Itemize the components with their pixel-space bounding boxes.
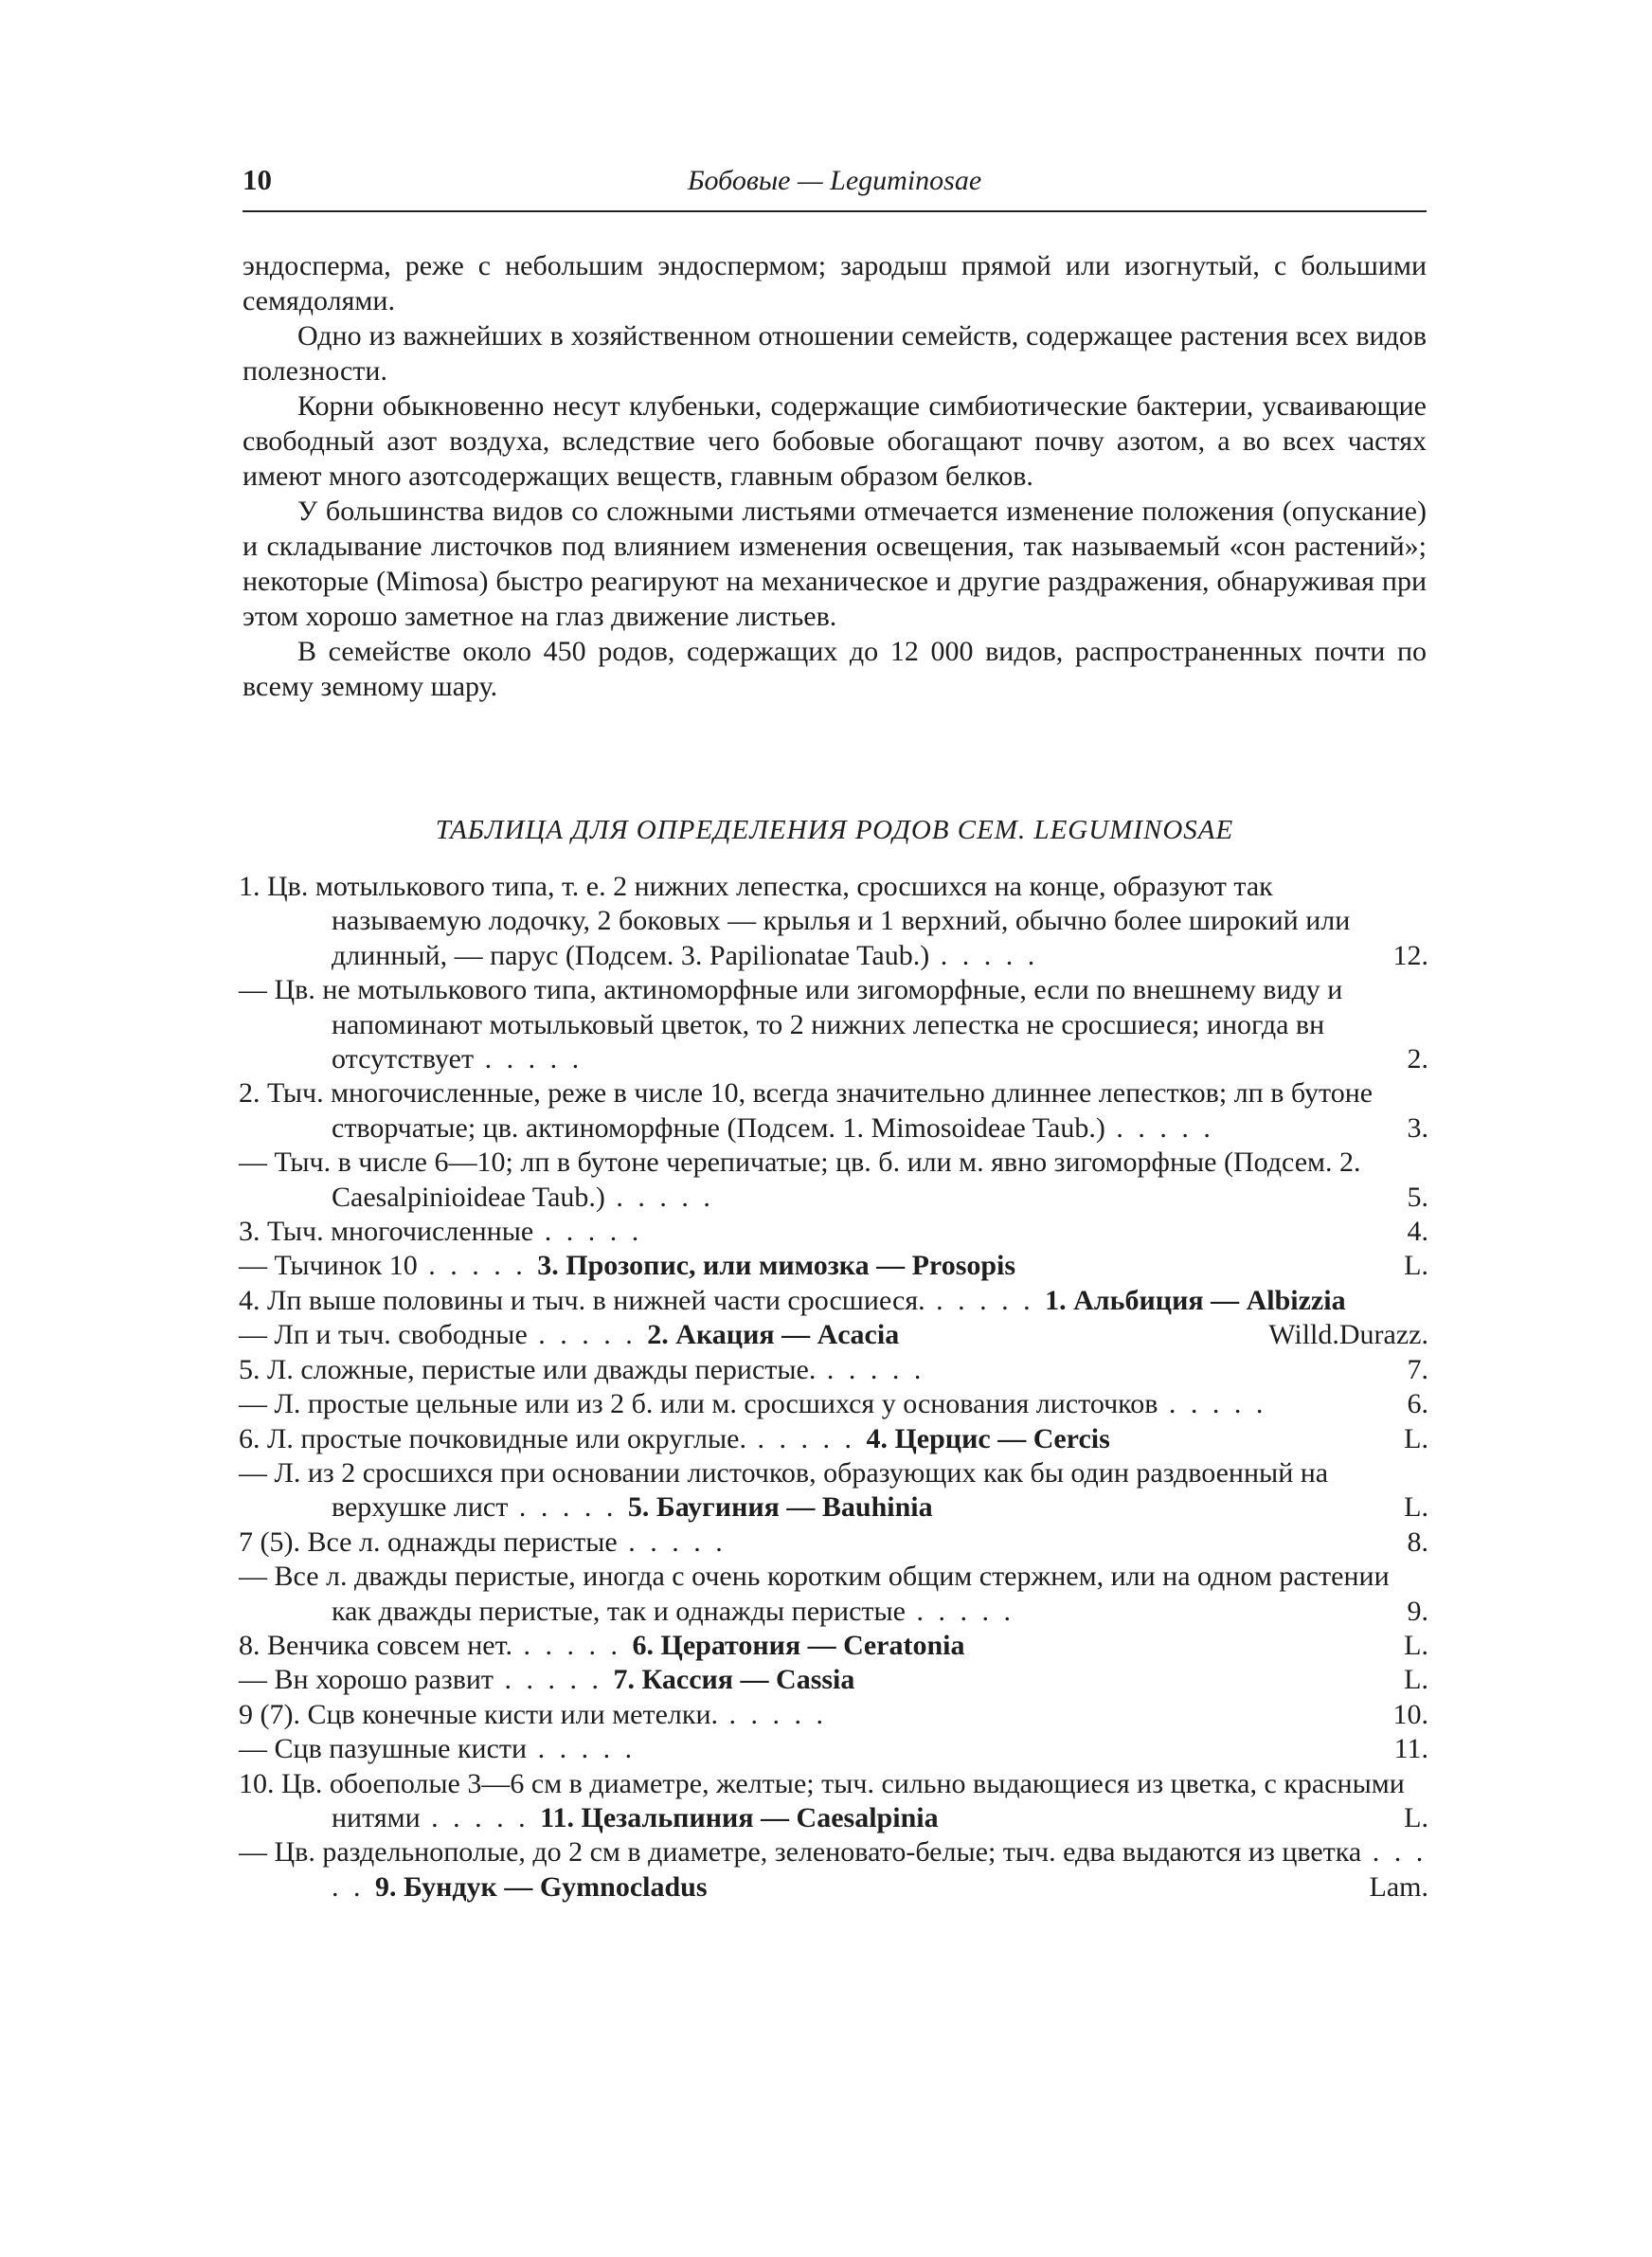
key-entry — [239, 973, 1428, 1076]
leader-dots: . . . . . — [512, 1629, 633, 1661]
key-entry-number: 6. — [239, 1422, 260, 1454]
key-entry-genus: 3. Прозопис, или мимозка — Prosopis — [537, 1250, 1016, 1282]
key-entry — [239, 1215, 1428, 1249]
key-entry — [239, 1767, 1428, 1836]
key-entry-ref: L. — [1404, 1491, 1428, 1524]
key-entry-text: Тыч. многочисленные, реже в числе 10, всегда значительно длиннее лепестков; лп в бутоне створчатые; цв. актиноморфные (Подсем. 1. Mimosoideae Taub.) — [267, 1077, 1374, 1144]
leader-dots: . . . . . — [816, 1353, 925, 1385]
key-entry-text: Сцв пазушные кисти — [274, 1733, 528, 1765]
key-entry-genus: 7. Кассия — Cassia — [613, 1664, 855, 1696]
key-entry-number: — — [239, 1456, 267, 1489]
body-text — [242, 248, 1427, 704]
key-entry — [239, 1422, 1428, 1456]
key-entry-text: Л. сложные, перистые или дважды перистые. — [267, 1353, 817, 1385]
key-entry-ref: 11. — [1393, 1733, 1428, 1765]
key-entry-number: — — [239, 1388, 267, 1420]
key-entry-genus: 1. Альбиция — Albizzia — [1045, 1284, 1346, 1316]
key-entry — [239, 870, 1428, 973]
key-entry-number: 3. — [239, 1216, 260, 1248]
key-entry-ref: 10. — [1392, 1698, 1428, 1730]
paragraph: У большинства видов со сложными листьями отмечается изменение положения (опускание) и складывание листочков под влиянием изменения освещения, так называемый «сон растений»; некоторые (Mimosa) быстро реагируют на механическое и другие раздражения, обнаруживая при этом хорошо заметное на глаз движение листьев. — [242, 496, 1427, 632]
leader-dots: . . . . . — [1158, 1388, 1267, 1420]
key-entry — [239, 1456, 1428, 1526]
key-entry — [239, 1835, 1428, 1905]
key-entry-text: Цв. обоеполые 3—6 см в диаметре, желтые; тыч. сильно выдающиеся из цветка, с красными нитями — [281, 1767, 1405, 1833]
leader-dots: . . . . . — [420, 1801, 541, 1833]
key-entry-number: — — [239, 1733, 267, 1765]
running-title: Бобовые — Leguminosae — [687, 165, 982, 196]
key-entry — [239, 1732, 1428, 1766]
key-entry-number: 1. — [239, 871, 260, 902]
leader-dots: . . . . . — [533, 1216, 643, 1248]
key-entry-text: Венчика совсем нет. — [267, 1629, 512, 1661]
paragraph: эндосперма, реже с небольшим эндоспермом; зародыш прямой или изогнутый, с большими семядолями. — [242, 250, 1427, 316]
key-entry-number: — — [239, 974, 267, 1006]
key-entry-ref: 3. — [1407, 1111, 1428, 1144]
key-entry-ref: 6. — [1407, 1388, 1428, 1420]
key-entry-ref: L. — [1404, 1664, 1428, 1696]
key-entry-number: 7 (5). — [239, 1526, 300, 1558]
key-entry-number: — — [239, 1836, 267, 1869]
key-entry-ref: L. — [1404, 1801, 1428, 1833]
key-entry-ref: 4. — [1407, 1216, 1428, 1248]
key-entry-number: 4. — [239, 1284, 260, 1316]
key-entry-text: Все л. однажды перистые — [307, 1526, 618, 1558]
key-entry-number: — — [239, 1250, 267, 1282]
paragraph: Корни обыкновенно несут клубеньки, содержащие симбиотические бактерии, усваивающие свободный азот воздуха, вследствие чего бобовые обогащают почву азотом, а во всех частях имеют много азотсодержащих веществ, главным образом белков. — [242, 390, 1427, 492]
leader-dots: . . . . . — [508, 1491, 628, 1524]
table-title: ТАБЛИЦА ДЛЯ ОПРЕДЕЛЕНИЯ РОДОВ СЕМ. LEGUMINOSAE — [435, 815, 1234, 845]
leader-dots: . . . . . — [925, 1284, 1046, 1316]
key-entry-number: 8. — [239, 1629, 260, 1661]
key-entry-ref: L. — [1404, 1629, 1428, 1661]
key-entry-number: — — [239, 1561, 267, 1593]
key-entry-ref: Lam. — [1369, 1870, 1428, 1903]
paragraph: В семействе около 450 родов, содержащих до 12 000 видов, распространенных почти по всему земному шару. — [242, 636, 1427, 702]
identification-key — [239, 870, 1428, 1905]
key-entry-ref: L. — [1404, 1250, 1428, 1282]
key-entry-ref: L. — [1404, 1422, 1428, 1454]
key-entry-text: Лп и тыч. свободные — [274, 1319, 528, 1351]
key-entry-ref: 12. — [1392, 939, 1428, 971]
key-entry-number: 9 (7). — [239, 1698, 300, 1730]
key-entry-ref: Durazz. — [1338, 1319, 1428, 1351]
key-entry — [239, 1629, 1428, 1663]
key-entry-text: Тычинок 10 — [274, 1250, 418, 1282]
leader-dots: . . . . . — [604, 1181, 714, 1213]
key-entry-number: 10. — [239, 1767, 275, 1799]
page-header — [242, 163, 1427, 207]
header-rule — [242, 210, 1427, 212]
key-entry — [239, 1146, 1428, 1215]
key-entry-ref: 7. — [1407, 1353, 1428, 1385]
key-entry-number: — — [239, 1664, 267, 1696]
key-entry — [239, 1249, 1428, 1283]
key-entry — [239, 1663, 1428, 1697]
key-entry-genus: 9. Бундук — Gymnocladus — [375, 1870, 708, 1903]
paragraph: Одно из важнейших в хозяйственном отношении семейств, содержащее растения всех видов полезности. — [242, 320, 1427, 387]
key-entry-text: Л. из 2 сросшихся при основании листочков, образующих как бы один раздвоенный на верхушке лист — [274, 1456, 1329, 1524]
leader-dots: . . . . . — [1104, 1111, 1214, 1144]
key-entry-ref: 2. — [1407, 1043, 1428, 1075]
leader-dots: . . . . . — [718, 1698, 828, 1730]
key-entry-text: Цв. мотылькового типа, т. е. 2 нижних лепестка, сросшихся на конце, образуют так называемую лодочку, 2 боковых — крылья и 1 верхний, обычно более широкий или длинный, — парус (Подсем. 3. Papilionatae Taub.) — [267, 871, 1351, 971]
key-entry — [239, 1318, 1428, 1352]
page-number: 10 — [242, 163, 272, 196]
key-entry-genus: 4. Церцис — Cercis — [866, 1422, 1110, 1454]
key-entry-genus: 2. Акация — Acacia — [647, 1319, 900, 1351]
key-entry — [239, 1526, 1428, 1560]
leader-dots: . . . . . — [617, 1526, 727, 1558]
key-entry-genus: 6. Цератония — Ceratonia — [632, 1629, 965, 1661]
key-entry-text: Л. простые цельные или из 2 б. или м. сросшихся у основания листочков — [274, 1388, 1158, 1420]
key-entry-ref: 8. — [1407, 1526, 1428, 1558]
key-entry-number: — — [239, 1147, 267, 1179]
key-entry-number: 2. — [239, 1077, 260, 1110]
key-entry-ref: Willd. — [1268, 1319, 1339, 1351]
key-entry-ref: 5. — [1407, 1181, 1428, 1213]
key-entry-text: Вн хорошо развит — [274, 1664, 494, 1696]
key-entry-text: Л. простые почковидные или округлые. — [267, 1422, 746, 1454]
key-entry-text: Цв. раздельнополые, до 2 см в диаметре, зеленовато-белые; тыч. едва выдаются из цветка — [274, 1836, 1362, 1869]
key-entry — [239, 1353, 1428, 1387]
key-entry-number: 5. — [239, 1353, 260, 1385]
key-entry — [239, 1076, 1428, 1146]
key-entry-number: — — [239, 1319, 267, 1351]
leader-dots: . . . . . — [745, 1422, 867, 1454]
leader-dots: . . . . . — [332, 1836, 1428, 1903]
key-entry — [239, 1698, 1428, 1732]
key-entry — [239, 1387, 1428, 1421]
key-entry-ref: 9. — [1407, 1595, 1428, 1627]
leader-dots: . . . . . — [494, 1664, 614, 1696]
leader-dots: . . . . . — [417, 1250, 538, 1282]
leader-dots: . . . . . — [906, 1595, 1015, 1627]
key-entry-text: Тыч. многочисленные — [267, 1216, 534, 1248]
leader-dots: . . . . . — [527, 1733, 637, 1765]
key-entry — [239, 1560, 1428, 1629]
key-entry-text: Цв. не мотылькового типа, актиноморфные или зигоморфные, если по внешнему виду и напоминают мотыльковый цветок, то 2 нижних лепестка не сросшиеся; иногда вн отсутствует — [274, 974, 1343, 1075]
key-entry-text: Лп выше половины и тыч. в нижней части сросшиеся. — [267, 1284, 925, 1316]
leader-dots: . . . . . — [527, 1319, 648, 1351]
leader-dots: . . . . . — [929, 939, 1039, 971]
key-entry-genus: 11. Цезальпиния — Caesalpinia — [540, 1801, 939, 1833]
key-entry-text: Тыч. в числе 6—10; лп в бутоне черепичатые; цв. б. или м. явно зигоморфные (Подсем. 2. Caesalpinioideae Taub.) — [274, 1147, 1361, 1213]
key-entry-text: Все л. дважды перистые, иногда с очень коротким общим стержнем, или на одном растении как дважды перистые, так и однажды перистые — [274, 1561, 1390, 1627]
key-entry-genus: 5. Баугиния — Bauhinia — [627, 1491, 933, 1524]
key-entry-text: Сцв конечные кисти или метелки. — [307, 1698, 719, 1730]
leader-dots: . . . . . — [474, 1043, 584, 1075]
